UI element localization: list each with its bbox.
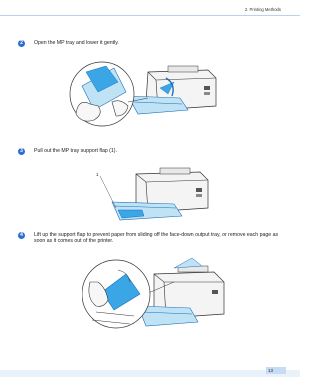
page-number: 13 xyxy=(266,367,286,374)
printer-output-flap-illustration xyxy=(82,252,232,338)
callout-1: 1 xyxy=(96,172,99,177)
step-text: Open the MP tray and lower it gently. xyxy=(34,40,119,46)
printer-support-flap-illustration xyxy=(96,166,216,222)
step-text: Lift up the support flap to prevent paper from sliding off the face-down output tray, or remove each page as soon as it comes out of the printer. xyxy=(34,232,279,245)
step-badge: 3 xyxy=(18,148,25,155)
step-2 xyxy=(18,40,284,47)
printer-mp-tray-illustration xyxy=(68,58,228,136)
running-header: 2. Printing Methods xyxy=(244,7,281,12)
step-4 xyxy=(18,232,284,245)
step-badge: 4 xyxy=(18,232,25,239)
step-3 xyxy=(18,148,284,155)
step-badge: 2 xyxy=(18,40,25,47)
footer-bar xyxy=(0,370,300,377)
step-text: Pull out the MP tray support flap (1). xyxy=(34,148,117,154)
header-divider xyxy=(0,15,300,16)
